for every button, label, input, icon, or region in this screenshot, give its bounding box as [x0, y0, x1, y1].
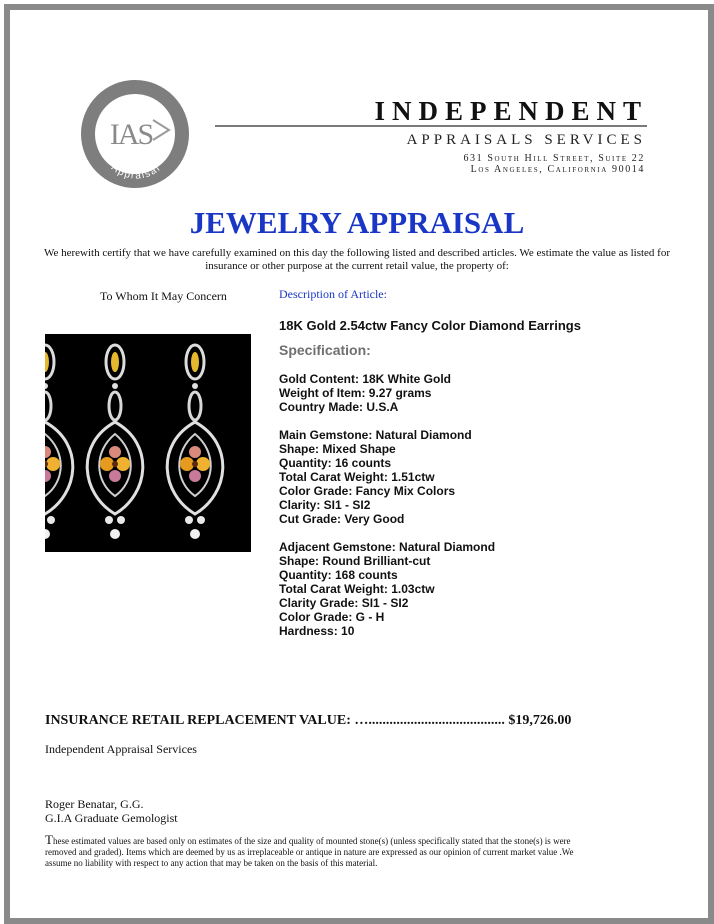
spec-line: Cut Grade: Very Good	[279, 512, 405, 526]
spec-group-main-gemstone	[279, 428, 472, 526]
brand-subtitle: APPRAISALS SERVICES	[406, 132, 646, 148]
address-line-2: Los Angeles, California 90014	[470, 164, 645, 175]
specification-heading: Specification:	[279, 342, 371, 358]
signer-title: G.I.A Graduate Gemologist	[45, 811, 178, 825]
spec-line: Clarity Grade: SI1 - SI2	[279, 596, 409, 610]
certification-text: We herewith certify that we have carefully examined on this day the following listed and described articles. We estimate the value as listed for insurance or other purpose at the current retail value, the property of:	[43, 247, 671, 272]
spec-line: Adjacent Gemstone: Natural Diamond	[279, 540, 496, 554]
description-label: Description of Article:	[279, 287, 387, 301]
disclaimer-text: hese estimated values are based only on estimates of the size and quality of mounted stone(s) (unless specifically stated that the stone(s) is were removed and graded). Items which are deemed by us as irreplaceable or antique in nature are expressed as our opinion of current market value .We assume no liability with respect to any action that may be taken on the basis of this material.	[45, 836, 574, 868]
spec-line: Weight of Item: 9.27 grams	[279, 386, 432, 400]
owner-name: To Whom It May Concern	[100, 289, 227, 303]
spec-line: Color Grade: G - H	[279, 610, 385, 624]
spec-line: Clarity: SI1 - SI2	[279, 498, 371, 512]
spec-line: Country Made: U.S.A	[279, 400, 399, 414]
spec-line: Main Gemstone: Natural Diamond	[279, 428, 472, 442]
spec-line: Quantity: 16 counts	[279, 456, 392, 470]
document-title: JEWELRY APPRAISAL	[189, 205, 525, 240]
ias-logo	[79, 78, 191, 190]
spec-line: Total Carat Weight: 1.03ctw	[279, 582, 435, 596]
spec-line: Total Carat Weight: 1.51ctw	[279, 470, 435, 484]
spec-line: Shape: Mixed Shape	[279, 442, 396, 456]
spec-group-adjacent-gemstone	[279, 540, 495, 638]
spec-line: Gold Content: 18K White Gold	[279, 372, 451, 386]
logo-subtext: Appraisal	[109, 162, 164, 182]
spec-line: Hardness: 10	[279, 624, 355, 638]
signature-block	[45, 797, 178, 825]
disclaimer-initial: T	[45, 832, 53, 847]
article-name: 18K Gold 2.54ctw Fancy Color Diamond Earrings	[279, 318, 581, 333]
spec-line: Quantity: 168 counts	[279, 568, 398, 582]
company-name: Independent Appraisal Services	[45, 742, 197, 756]
spec-group-metal	[279, 372, 451, 414]
spec-line: Color Grade: Fancy Mix Colors	[279, 484, 456, 498]
spec-line: Shape: Round Brilliant-cut	[279, 554, 431, 568]
replacement-value: INSURANCE RETAIL REPLACEMENT VALUE: …....................................... $19,726.00	[45, 713, 572, 728]
brand-name: INDEPENDENT	[374, 96, 648, 126]
disclaimer	[45, 834, 585, 869]
earrings-photo	[45, 334, 251, 552]
logo-text: IAS	[109, 118, 153, 151]
signer-name: Roger Benatar, G.G.	[45, 797, 144, 811]
address-line-1: 631 South Hill Street, Suite 22	[463, 153, 645, 164]
